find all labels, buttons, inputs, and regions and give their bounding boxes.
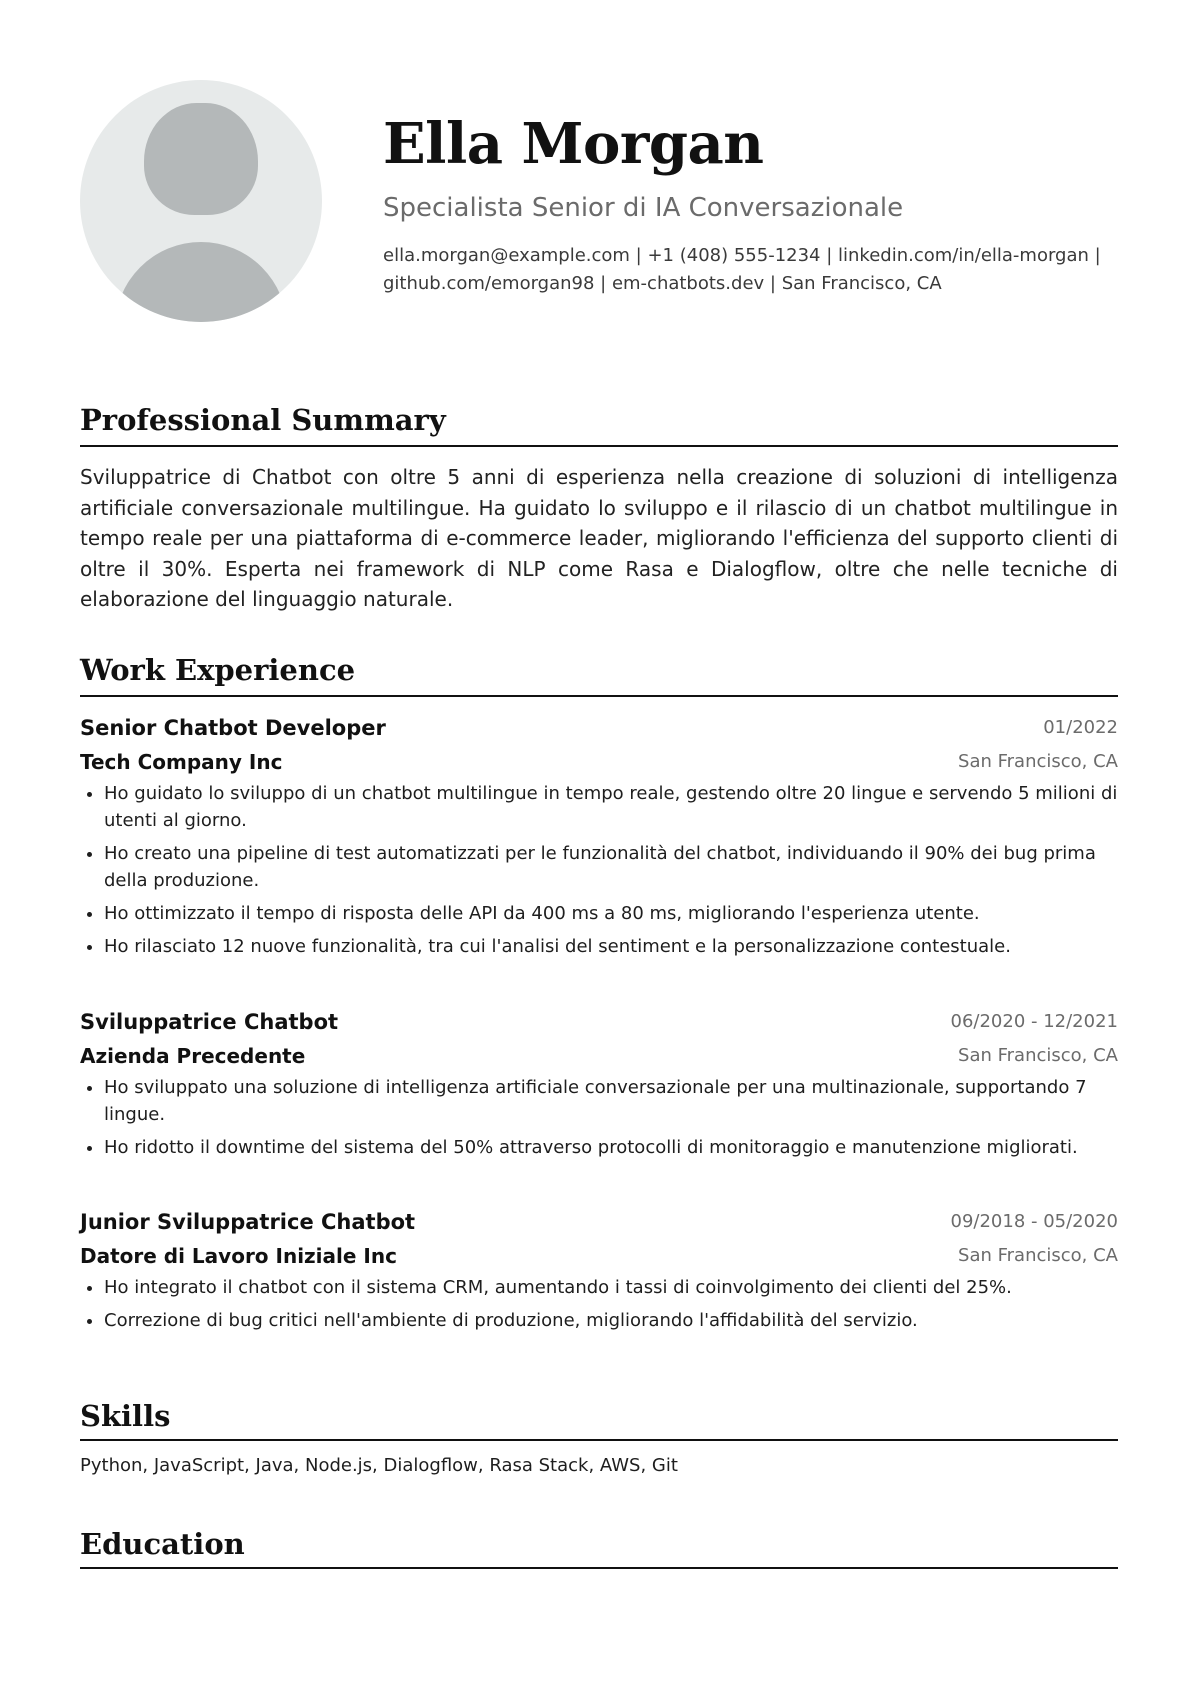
section-title-education: Education — [80, 1527, 245, 1561]
job-bullet: Ho creato una pipeline di test automatizzati per le funzionalità del chatbot, individuando il 90% dei bug prima della produzione. — [80, 840, 1118, 894]
job-header-row — [80, 1004, 1118, 1040]
job-entry — [80, 710, 1118, 966]
job-bullet-list — [80, 1274, 1118, 1334]
job-bullet: Ho ridotto il downtime del sistema del 50% attraverso protocolli di monitoraggio e manutenzione migliorati. — [80, 1134, 1118, 1161]
job-location: San Francisco, CA — [958, 1045, 1118, 1066]
job-date: 06/2020 - 12/2021 — [950, 1011, 1118, 1032]
candidate-name: Ella Morgan — [383, 111, 764, 177]
job-date: 01/2022 — [1043, 717, 1118, 738]
job-company: Tech Company Inc — [80, 750, 283, 774]
section-divider — [80, 1567, 1118, 1569]
skills-text: Python, JavaScript, Java, Node.js, Dialogflow, Rasa Stack, AWS, Git — [80, 1455, 678, 1476]
avatar-body-shape — [115, 242, 287, 322]
section-divider — [80, 1439, 1118, 1441]
job-company: Datore di Lavoro Iniziale Inc — [80, 1244, 397, 1268]
job-bullet-list — [80, 780, 1118, 960]
job-location: San Francisco, CA — [958, 751, 1118, 772]
candidate-headline: Specialista Senior di IA Conversazionale — [383, 193, 904, 223]
job-company-row — [80, 746, 1118, 778]
job-bullet-list — [80, 1074, 1118, 1161]
section-divider — [80, 695, 1118, 697]
section-divider — [80, 445, 1118, 447]
job-bullet: Ho rilasciato 12 nuove funzionalità, tra cui l'analisi del sentiment e la personalizzazione contestuale. — [80, 933, 1118, 960]
section-title-summary: Professional Summary — [80, 403, 446, 437]
job-bullet: Ho integrato il chatbot con il sistema CRM, aumentando i tassi di coinvolgimento dei clienti del 25%. — [80, 1274, 1118, 1301]
avatar-head-shape — [144, 103, 258, 215]
job-company: Azienda Precedente — [80, 1044, 306, 1068]
job-location: San Francisco, CA — [958, 1245, 1118, 1266]
job-entry — [80, 1204, 1118, 1340]
job-bullet: Correzione di bug critici nell'ambiente di produzione, migliorando l'affidabilità del servizio. — [80, 1307, 1118, 1334]
summary-text: Sviluppatrice di Chatbot con oltre 5 anni di esperienza nella creazione di soluzioni di intelligenza artificiale conversazionale multilingue. Ha guidato lo sviluppo e il rilascio di un chatbot multilingue in tempo reale per una piattaforma di e-commerce leader, migliorando l'efficienza del supporto clienti di oltre il 30%. Esperta nei framework di NLP come Rasa e Dialogflow, oltre che nelle tecniche di elaborazione del linguaggio naturale. — [80, 465, 1118, 611]
section-title-skills: Skills — [80, 1399, 171, 1433]
job-date: 09/2018 - 05/2020 — [950, 1211, 1118, 1232]
section-title-experience: Work Experience — [80, 653, 356, 687]
job-header-row — [80, 710, 1118, 746]
job-title: Junior Sviluppatrice Chatbot — [80, 1210, 416, 1234]
job-header-row — [80, 1204, 1118, 1240]
job-bullet: Ho sviluppato una soluzione di intelligenza artificiale conversazionale per una multinazionale, supportando 7 lingue. — [80, 1074, 1118, 1128]
job-company-row — [80, 1040, 1118, 1072]
avatar-placeholder-icon — [80, 80, 322, 322]
job-bullet: Ho ottimizzato il tempo di risposta delle API da 400 ms a 80 ms, migliorando l'esperienza utente. — [80, 900, 1118, 927]
contact-info: ella.morgan@example.com | +1 (408) 555-1234 | linkedin.com/in/ella-morgan | github.com/emorgan98 | em-chatbots.dev | San Francisco, CA — [383, 245, 1101, 294]
job-bullet: Ho guidato lo sviluppo di un chatbot multilingue in tempo reale, gestendo oltre 20 lingue e servendo 5 milioni di utenti al giorno. — [80, 780, 1118, 834]
job-entry — [80, 1004, 1118, 1167]
job-title: Sviluppatrice Chatbot — [80, 1010, 339, 1034]
job-title: Senior Chatbot Developer — [80, 716, 386, 740]
job-company-row — [80, 1240, 1118, 1272]
